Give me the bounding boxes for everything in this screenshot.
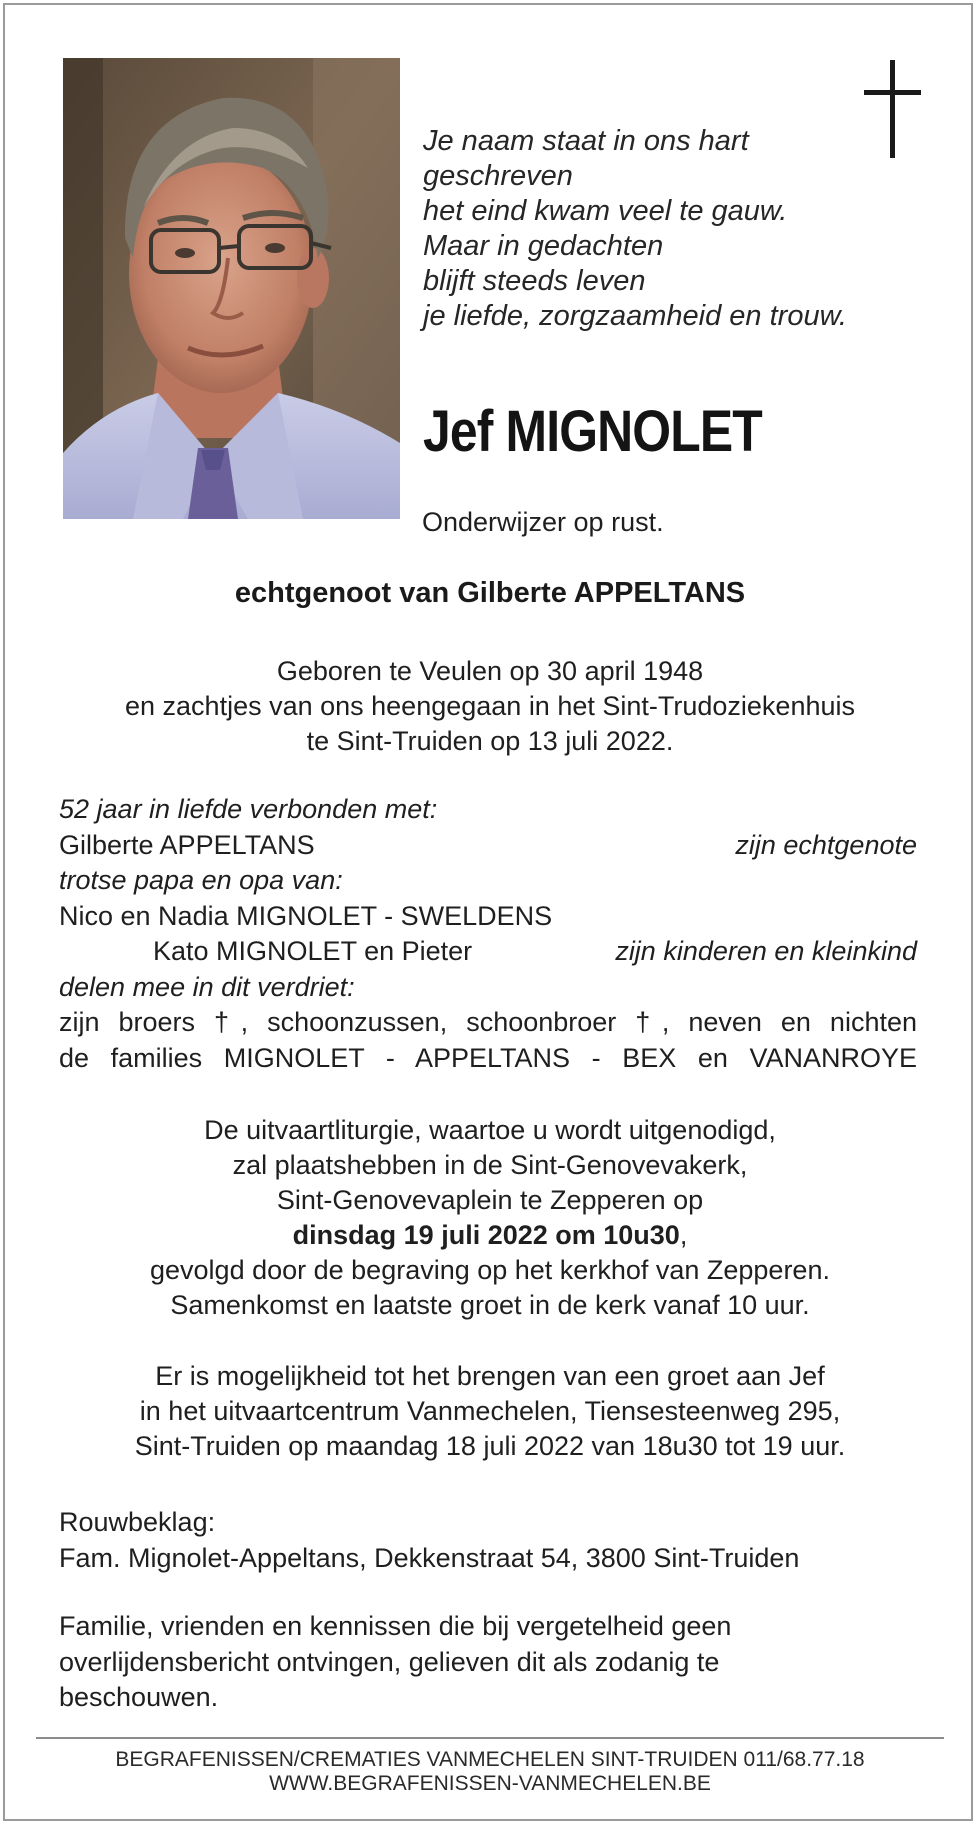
deceased-profession: Onderwijzer op rust. — [422, 507, 664, 537]
ceremony-line: zal plaatshebben in de Sint-Genovevakerk, — [232, 1150, 748, 1180]
ceremony-line: Samenkomst en laatste groet in de kerk vanaf 10 uur. — [170, 1290, 810, 1320]
ceremony-info — [40, 1113, 940, 1323]
condolence-label: Rouwbeklag: — [59, 1507, 216, 1537]
family-row-spouse — [59, 828, 917, 864]
grandchild-name: Kato MIGNOLET en Pieter — [153, 936, 473, 966]
spouse-line: echtgenoot van Gilberte APPELTANS — [234, 577, 746, 609]
children-intro: trotse papa en opa van: — [59, 865, 343, 895]
others-intro: delen mee in dit verdriet: — [59, 971, 355, 1002]
children-role: zijn kinderen en kleinkind — [615, 936, 917, 966]
poem-line: Je naam staat in ons hart — [423, 125, 749, 157]
ceremony-line: gevolgd door de begraving op het kerkhof van Zepperen. — [150, 1255, 830, 1285]
others-line: de families MIGNOLET - APPELTANS - BEX en VANANROYE — [59, 1042, 917, 1073]
footer-company: BEGRAFENISSEN/CREMATIES VANMECHELEN SINT-TRUIDEN 011/68.77.18 — [115, 1748, 865, 1771]
footer-website: WWW.BEGRAFENISSEN-VANMECHELEN.BE — [269, 1772, 711, 1795]
poem-line: Maar in gedachten — [423, 230, 664, 262]
condolence-address: Fam. Mignolet-Appeltans, Dekkenstraat 54, 3800 Sint-Truiden — [59, 1542, 800, 1573]
notice-line: Familie, vrienden en kennissen die bij vergetelheid geen — [59, 1611, 732, 1641]
condolence-info — [59, 1505, 919, 1576]
poem-line: blijft steeds leven — [423, 265, 646, 297]
ceremony-date-line — [40, 1218, 940, 1253]
footer-divider — [36, 1737, 944, 1739]
notice-line: overlijdensbericht ontvingen, gelieven dit als zodanig te — [59, 1646, 720, 1677]
ceremony-line: Sint-Genovevaplein te Zepperen op — [276, 1185, 704, 1215]
portrait-photo — [63, 58, 400, 519]
poem-line: je liefde, zorgzaamheid en trouw. — [423, 300, 847, 332]
ceremony-date: dinsdag 19 juli 2022 om 10u30 — [292, 1220, 680, 1250]
visitation-line: Er is mogelijkheid tot het brengen van een groet aan Jef — [155, 1361, 825, 1391]
ceremony-line: De uitvaartliturgie, waartoe u wordt uitgenodigd, — [204, 1115, 776, 1145]
others-line: zijn broers †, schoonzussen, schoonbroer †, neven en nichten — [59, 1007, 917, 1037]
poem-line: geschreven — [423, 160, 573, 192]
birth-death-info — [40, 654, 940, 759]
family-intro: 52 jaar in liefde verbonden met: — [59, 794, 438, 824]
visitation-line: in het uitvaartcentrum Vanmechelen, Tiensesteenweg 295, — [139, 1396, 841, 1426]
notice-text — [59, 1609, 919, 1716]
deceased-name: Jef MIGNOLET — [423, 399, 762, 464]
notice-line: beschouwen. — [59, 1682, 219, 1712]
child-name: Nico en Nadia MIGNOLET - SWELDENS — [59, 900, 553, 931]
visitation-line: Sint-Truiden op maandag 18 juli 2022 van 18u30 tot 19 uur. — [134, 1431, 846, 1461]
poem-line: het eind kwam veel te gauw. — [423, 195, 788, 227]
death-place-line: te Sint-Truiden op 13 juli 2022. — [306, 726, 674, 756]
spouse-name: Gilberte APPELTANS — [59, 829, 315, 860]
family-row-grandchild — [59, 934, 917, 970]
birth-line: Geboren te Veulen op 30 april 1948 — [276, 656, 704, 686]
death-line: en zachtjes van ons heengegaan in het Sint-Trudoziekenhuis — [125, 691, 855, 721]
visitation-info — [40, 1359, 940, 1464]
cross-icon — [864, 60, 920, 160]
footer — [0, 1748, 980, 1796]
spouse-role: zijn echtgenote — [735, 829, 917, 860]
family-list — [59, 792, 917, 1076]
ceremony-date-suffix: , — [679, 1220, 688, 1250]
poem — [423, 124, 863, 334]
